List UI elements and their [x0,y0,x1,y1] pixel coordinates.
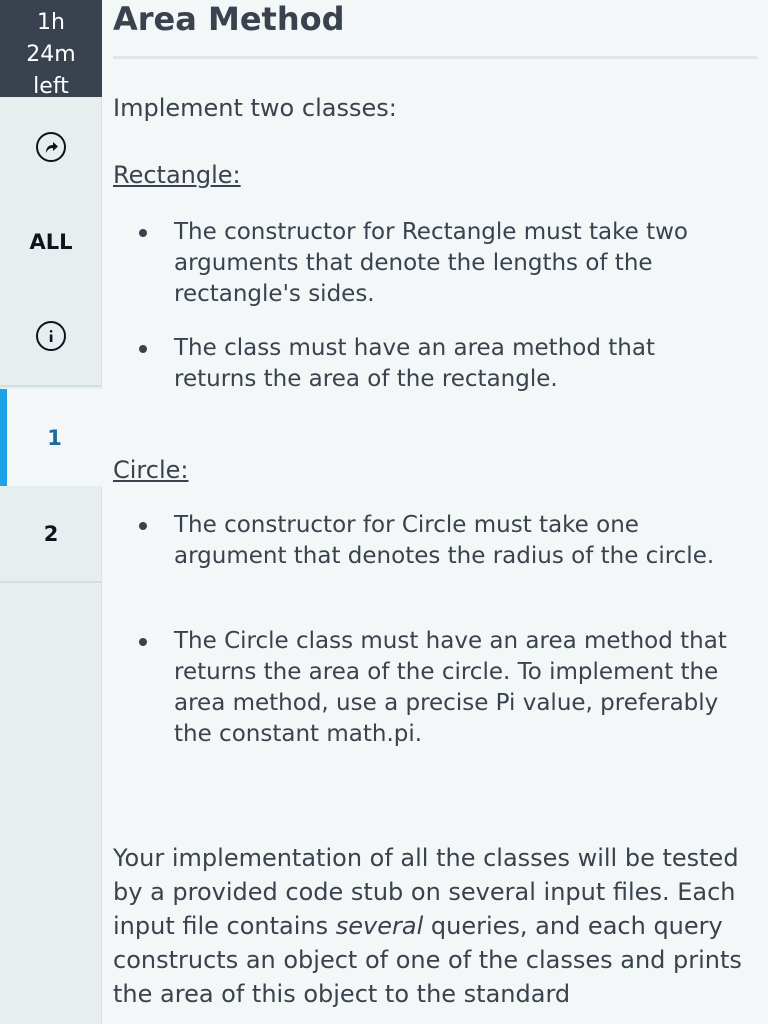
bullet-icon [139,229,147,237]
circle-bullet-2: The Circle class must have an area method that returns the area of the circle. To implement the area method, use a precise Pi value, preferably the constant math.pi. [174,628,727,747]
problem-title: Area Method [113,0,345,38]
info-icon [36,321,66,351]
list-item [141,626,741,750]
question-1-label: 1 [47,425,62,450]
sidebar [0,0,102,1024]
title-divider [113,56,758,59]
list-item [141,217,741,310]
question-2-tab[interactable] [0,486,102,583]
closing-text-1: Your implementation of all the classes will be tested by a provided code stub on several input files. Each input file contains [113,844,739,940]
closing-text-2: queries, and each query constructs an object of one of the classes and prints the area of this object to the standard [113,912,742,1008]
bullet-icon [139,345,147,353]
intro-text: Implement two classes: [113,94,397,122]
time-remaining [0,0,102,97]
info-button[interactable] [0,287,102,387]
all-questions-button[interactable] [0,197,102,287]
timer-minutes: 24m [26,42,76,67]
question-1-tab[interactable] [0,389,102,486]
list-item [141,333,741,395]
bullet-icon [139,638,147,646]
timer-hours: 1h [37,10,65,35]
rectangle-bullet-2: The class must have an area method that returns the area of the rectangle. [174,335,655,392]
bullet-icon [139,522,147,530]
timer-suffix: left [33,74,69,97]
list-item [141,510,741,572]
circle-heading: Circle: [113,456,189,484]
expand-icon [36,132,66,162]
expand-button[interactable] [0,97,102,197]
rectangle-heading: Rectangle: [113,161,241,189]
closing-emphasis: several [335,912,424,940]
input-format-paragraph [113,841,758,1011]
all-questions-label: ALL [29,230,73,254]
rectangle-bullet-1: The constructor for Rectangle must take two arguments that denote the lengths of the rectangle's sides. [174,219,689,307]
problem-statement [113,0,758,1024]
circle-bullet-1: The constructor for Circle must take one argument that denotes the radius of the circle. [174,512,715,569]
question-2-label: 2 [43,521,59,546]
